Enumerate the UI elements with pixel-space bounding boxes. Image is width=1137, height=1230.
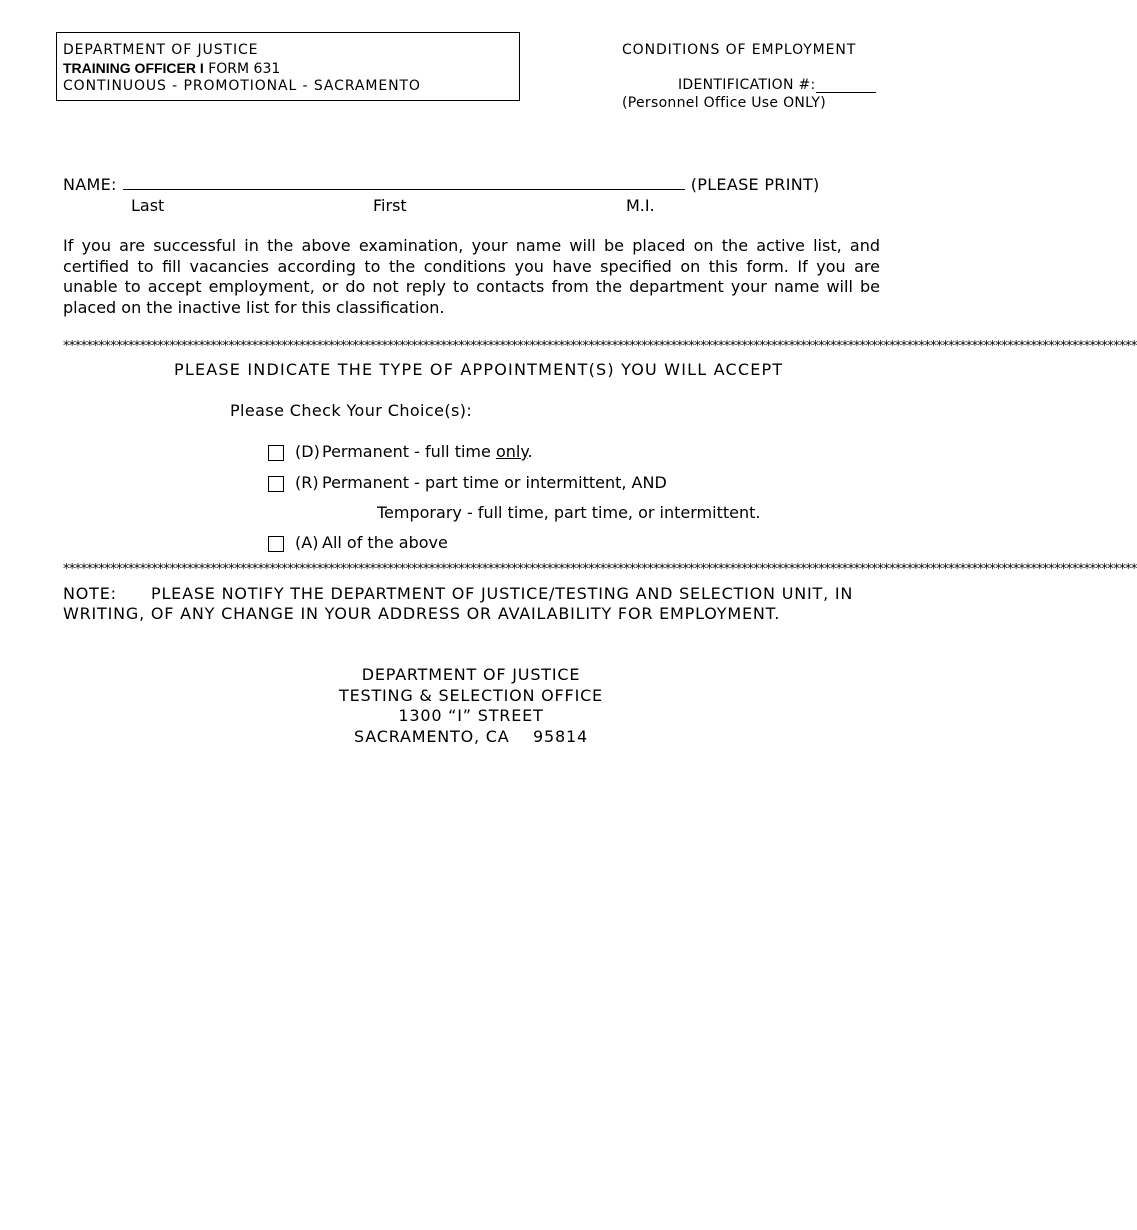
separator-bottom: **************************************************************************************************************************************************************************************	[63, 562, 1137, 577]
option-code-a: (A)	[295, 533, 319, 552]
option-code-r: (R)	[295, 473, 319, 492]
checkbox-all-of-the-above[interactable]	[268, 536, 284, 552]
option-d-text-main: Permanent - full time	[322, 442, 496, 461]
address-line-2: TESTING & SELECTION OFFICE	[339, 685, 603, 705]
note-block	[63, 584, 881, 624]
address-line-4: SACRAMENTO, CA 95814	[354, 726, 588, 746]
address-line-1: DEPARTMENT OF JUSTICE	[361, 665, 581, 684]
checkbox-permanent-full-time[interactable]	[268, 445, 284, 461]
option-text-a: All of the above	[322, 533, 448, 552]
first-name-label: First	[373, 196, 407, 215]
option-d-only: only	[495, 442, 528, 461]
exam-type: CONTINUOUS - PROMOTIONAL - SACRAMENTO	[63, 78, 421, 94]
appointment-heading: PLEASE INDICATE THE TYPE OF APPOINTMENT(S) YOU WILL ACCEPT	[174, 360, 784, 379]
separator-top: **************************************************************************************************************************************************************************************	[63, 339, 1137, 354]
identification-input-line[interactable]	[816, 77, 876, 93]
checkbox-permanent-part-time[interactable]	[268, 476, 284, 492]
identification-label: IDENTIFICATION #:	[678, 77, 816, 93]
identification-field	[678, 77, 876, 93]
note-label: NOTE:	[63, 584, 117, 603]
form-number: FORM 631	[203, 60, 281, 77]
name-label: NAME:	[63, 175, 117, 194]
middle-initial-label: M.I.	[626, 196, 655, 215]
name-row	[63, 175, 820, 194]
header-box	[56, 32, 520, 101]
address-line-3: 1300 “I” STREET	[398, 706, 544, 725]
form-title-line	[63, 60, 519, 79]
please-print: (PLEASE PRINT)	[690, 175, 820, 194]
check-prompt: Please Check Your Choice(s):	[230, 401, 473, 420]
option-d-period: .	[527, 442, 533, 461]
personnel-note: (Personnel Office Use ONLY)	[622, 95, 827, 111]
option-code-d: (D)	[295, 442, 320, 461]
option-text-d	[322, 442, 533, 461]
option-text-r: Permanent - part time or intermittent, AND	[322, 473, 667, 492]
instructions-paragraph: If you are successful in the above examination, your name will be placed on the active list, and certified to fill vacancies according to the conditions you have specified on this form. If you are unable to accept employment, or do not reply to contacts from the department your name will be placed on the inactive list for this classification.	[63, 236, 880, 317]
name-input-line[interactable]	[123, 175, 685, 190]
option-text-r-continuation: Temporary - full time, part time, or intermittent.	[377, 503, 761, 522]
position-title: TRAINING OFFICER I	[63, 59, 204, 76]
conditions-title: CONDITIONS OF EMPLOYMENT	[622, 42, 857, 58]
department-name: DEPARTMENT OF JUSTICE	[63, 42, 259, 58]
mailing-address	[0, 665, 942, 747]
note-text: PLEASE NOTIFY THE DEPARTMENT OF JUSTICE/TESTING AND SELECTION UNIT, IN WRITING, OF ANY CHANGE IN YOUR ADDRESS OR AVAILABILITY FOR EMPLOYMENT.	[63, 584, 854, 623]
last-name-label: Last	[131, 196, 165, 215]
